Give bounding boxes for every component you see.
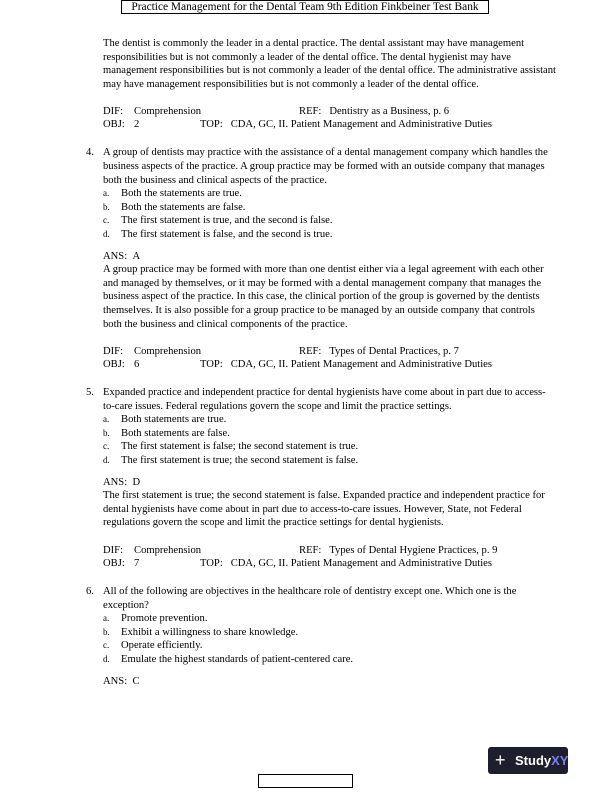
ref-text: REF: Dentistry as a Business, p. 6	[299, 106, 450, 118]
choice-a: a. Both statements are true.	[103, 414, 227, 426]
question-text: Expanded practice and independent practice for dental hygienists have come about in part due to access-to-care issues. Federal regulations govern the scope and limit the practice settings.	[103, 387, 546, 412]
choice-a: a. Both the statements are true.	[103, 188, 242, 200]
choice-c: c. The first statement is true, and the second is false.	[103, 215, 333, 227]
obj-value: 2	[134, 119, 140, 131]
choice-b: b. Exhibit a willingness to share knowledge.	[103, 626, 299, 638]
choice-b: b. Both the statements are false.	[103, 201, 246, 213]
page-header-title: Practice Management for the Dental Team 9th Edition Finkbeiner Test Bank	[121, 0, 489, 14]
q3-rationale: The dentist is commonly the leader in a dental practice. The dental assistant may have management responsibilities but is not commonly a leader of the dental office. The dental hygienist may have management responsibilities but is not commonly a leader of the dental office. The administrative assistant may have management responsibilities but is not commonly a leader of the dental office.	[103, 38, 556, 90]
plus-icon: +	[495, 750, 506, 770]
question-number: 5.	[86, 387, 94, 399]
question-text: A group of dentists may practice with the assistance of a dental management company which handles the business aspects of the practice. A group practice may be formed with an outside company that manages both the business and clinical aspects of the practice.	[103, 147, 548, 186]
choice-d: d. Emulate the highest standards of patient-centered care.	[103, 654, 354, 665]
question-4	[86, 146, 556, 372]
studyxy-badge[interactable]	[488, 747, 568, 774]
choice-d: d. The first statement is true; the second statement is false.	[103, 455, 359, 467]
question-5	[86, 386, 556, 571]
rationale: The first statement is true; the second statement is false. Expanded practice and independent practice for dental hygienists have come about in part due to access-to-care issues. However, State, not Federal regulations govern the scope and limit the practice settings for dental hygienists.	[103, 490, 545, 529]
question-number: 6.	[86, 586, 94, 598]
question-meta: DIF: Comprehension REF: Types of Dental Hygiene Practices, p. 9 OBJ: 7 TOP: CDA, GC, II. Patient Management and Administrative Duties	[103, 545, 498, 570]
answer: ANS: A	[103, 250, 141, 262]
choice-a: a. Promote prevention.	[103, 613, 208, 625]
answer: ANS: D	[103, 476, 141, 488]
choice-c: c. Operate efficiently.	[103, 640, 203, 652]
document-body	[86, 37, 556, 688]
answer: ANS: C	[103, 675, 140, 687]
question-number: 4.	[86, 147, 94, 159]
dif-label: DIF:	[103, 106, 124, 118]
rationale: A group practice may be formed with more than one dentist either via a legal agreement with each other and managed by themselves, or it may be formed with a dental management company that manages the business aspect of the practice. In this case, the clinical portion of the group is governed by the dentists themselves. It is also possible for a group practice to be managed by an outside company that controls both the business and clinical components of the practice.	[103, 264, 544, 330]
dif-value: Comprehension	[134, 106, 202, 118]
studyxy-logo-text: StudyXY	[515, 753, 569, 768]
question-text: All of the following are objectives in the healthcare role of dentistry except one. Which one is the exception?	[103, 586, 517, 611]
question-meta: DIF: Comprehension REF: Types of Dental Practices, p. 7 OBJ: 6 TOP: CDA, GC, II. Patient Management and Administrative Duties	[103, 346, 492, 371]
choice-d: d. The first statement is false, and the second is true.	[103, 228, 333, 240]
q3-meta	[103, 105, 556, 132]
question-6	[86, 585, 556, 688]
page-number-box	[258, 774, 353, 788]
choice-c: c. The first statement is false; the second statement is true.	[103, 441, 359, 453]
top-text: TOP: CDA, GC, II. Patient Management and Administrative Duties	[200, 119, 492, 131]
choice-b: b. Both statements are false.	[103, 427, 230, 439]
obj-label: OBJ:	[103, 119, 125, 131]
